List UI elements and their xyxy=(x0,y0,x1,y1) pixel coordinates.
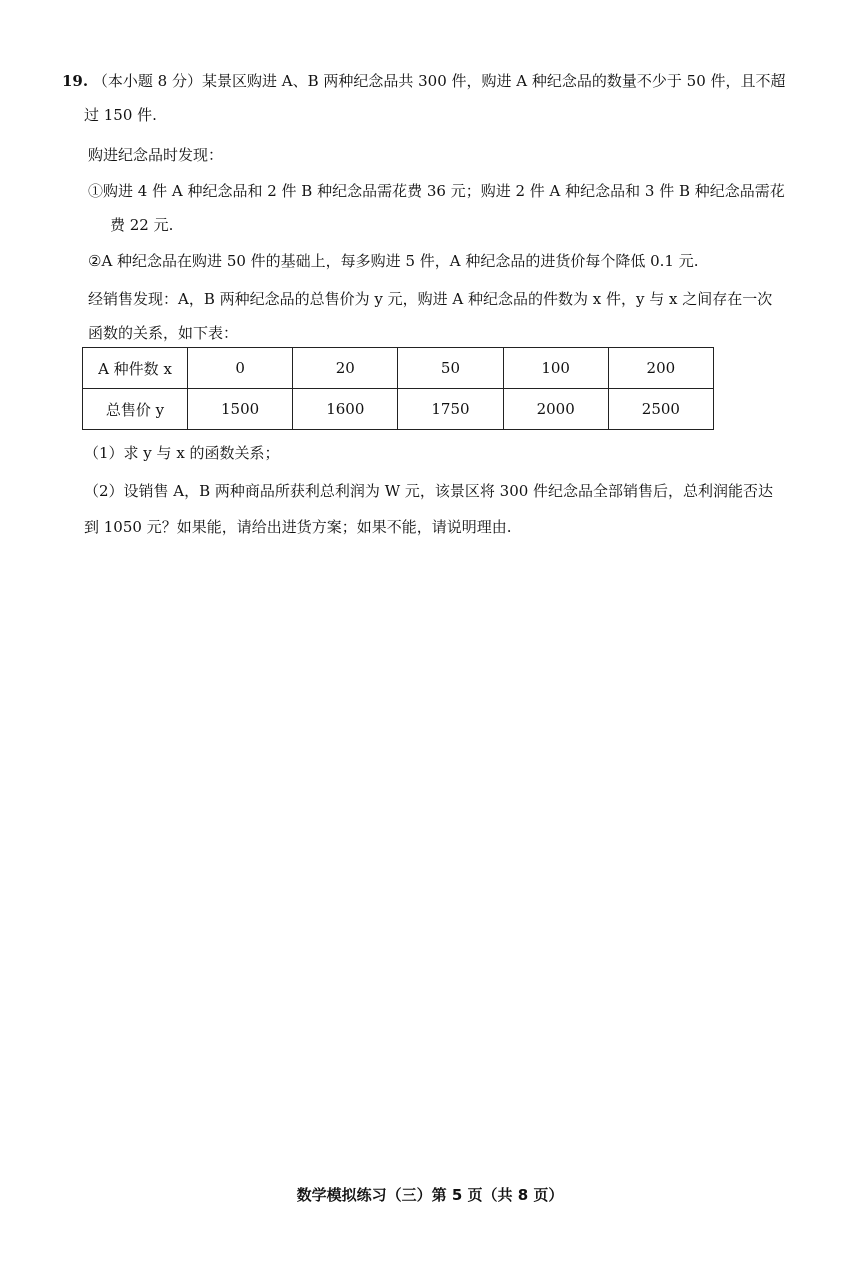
table-cell-y: 1500 xyxy=(188,389,293,430)
table-row xyxy=(83,389,714,430)
sales-line2: 函数的关系，如下表： xyxy=(88,324,239,342)
data-table xyxy=(82,347,714,430)
table-cell-x: 0 xyxy=(188,348,293,389)
condition-1-line1: ①购进 4 件 A 种纪念品和 2 件 B 种纪念品需花费 36 元；购进 2 件 A 种纪念品和 3 件 B 种纪念品需花 xyxy=(88,182,785,200)
table-header-x: A 种件数 x xyxy=(83,348,188,389)
table-cell-y: 1600 xyxy=(293,389,398,430)
table-cell-y: 2000 xyxy=(503,389,608,430)
sub-question-2-line2: 到 1050 元？如果能，请给出进货方案；如果不能，请说明理由. xyxy=(84,518,512,536)
question-number: 19. xyxy=(62,72,89,90)
sales-line1: 经销售发现：A，B 两种纪念品的总售价为 y 元，购进 A 种纪念品的件数为 x 件，y 与 x 之间存在一次 xyxy=(88,290,773,308)
table-cell-x: 20 xyxy=(293,348,398,389)
table-cell-y: 1750 xyxy=(398,389,503,430)
table-row xyxy=(83,348,714,389)
condition-1-line2: 费 22 元. xyxy=(110,216,174,234)
table-cell-x: 100 xyxy=(503,348,608,389)
condition-2: ②A 种纪念品在购进 50 件的基础上，每多购进 5 件，A 种纪念品的进货价每个降低 0.1 元. xyxy=(88,252,699,270)
table-cell-y: 2500 xyxy=(608,389,713,430)
sub-question-1: （1）求 y 与 x 的函数关系； xyxy=(84,444,280,462)
table-header-y: 总售价 y xyxy=(83,389,188,430)
sub-question-2-line1: （2）设销售 A，B 两种商品所获利总利润为 W 元，该景区将 300 件纪念品全部销售后，总利润能否达 xyxy=(84,482,774,500)
question-stem-line2: 过 150 件. xyxy=(84,106,157,124)
purchase-intro: 购进纪念品时发现： xyxy=(88,146,224,164)
table-cell-x: 200 xyxy=(608,348,713,389)
table-cell-x: 50 xyxy=(398,348,503,389)
question-stem-line1: （本小题 8 分）某景区购进 A、B 两种纪念品共 300 件，购进 A 种纪念品的数量不少于 50 件，且不超 xyxy=(92,72,786,90)
page-footer: 数学模拟练习（三）第 5 页（共 8 页） xyxy=(296,1186,564,1204)
question-first-line xyxy=(62,70,786,92)
